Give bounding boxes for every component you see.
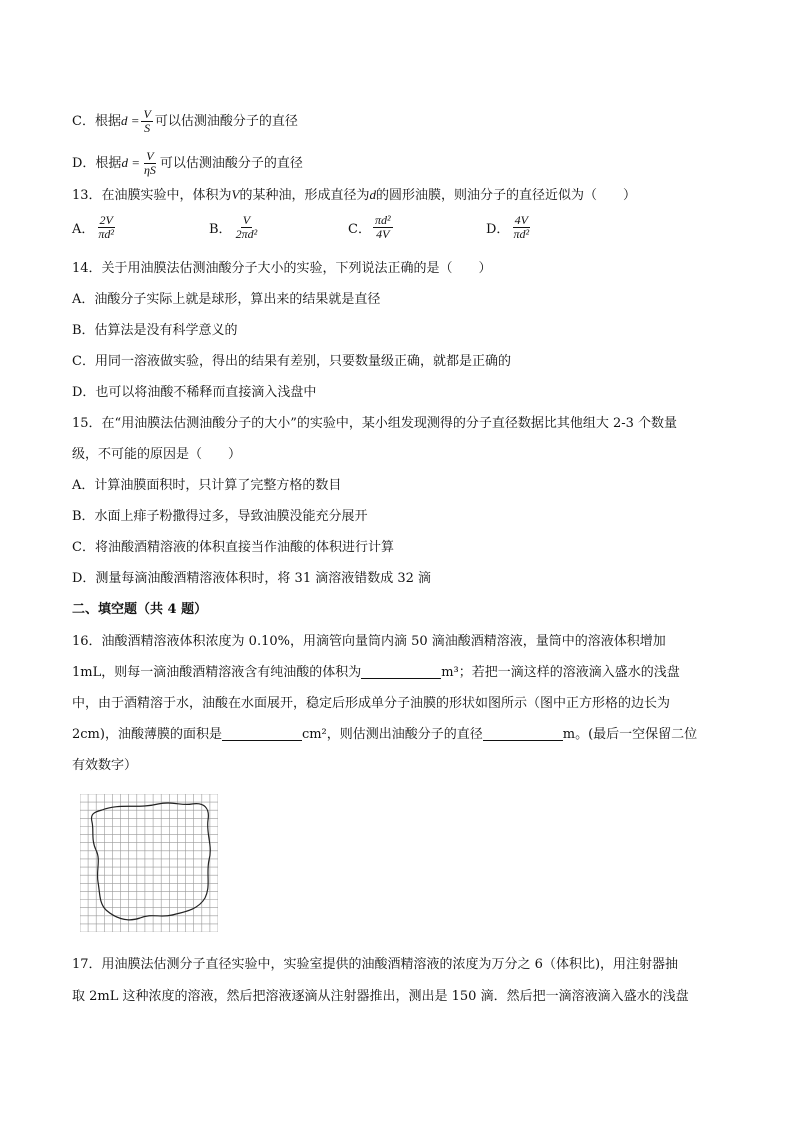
q16-blank-3[interactable] xyxy=(483,726,563,741)
q12-c-prefix: C．根据 xyxy=(72,114,121,129)
q14-option-a: A．油酸分子实际上就是球形，算出来的结果就是直径 xyxy=(72,292,381,307)
q17-line1: 17．用油膜法估测分子直径实验中，实验室提供的油酸酒精溶液的浓度为万分之 6（体积比)，用注射器抽 xyxy=(72,957,679,972)
q12-c-den: S xyxy=(144,121,151,135)
q12-d-prefix: D．根据 xyxy=(72,156,122,171)
q12-c-suffix: 可以估测油酸分子的直径 xyxy=(154,114,298,129)
q15-stem-line1: 15．在“用油膜法估测油酸分子的大小”的实验中，某小组发现测得的分子直径数据比其他组大 2-3 个数量 xyxy=(72,416,678,431)
q13-stem-c: 的圆形油膜，则油分子的直径近似为（ ） xyxy=(376,188,637,203)
q13-option-b xyxy=(209,214,261,241)
q16-line3: 中，由于酒精溶于水，油酸在水面展开，稳定后形成单分子油膜的形状如图所示（图中正方形格的边长为 xyxy=(72,696,671,711)
q13-a-num: 2V xyxy=(99,213,113,227)
q12-c-eq: d = xyxy=(120,113,140,128)
q12-c-fraction xyxy=(141,108,152,135)
q13-b-label: B． xyxy=(209,222,232,237)
q13-stem-b: 的某种油，形成直径为 xyxy=(239,188,370,203)
oil-film-outline xyxy=(91,803,210,920)
oil-film-grid xyxy=(80,794,218,932)
q12-d-num: V xyxy=(146,149,154,163)
q13-d-label: D． xyxy=(486,222,510,237)
q14-option-b: B．估算法是没有科学意义的 xyxy=(72,323,238,338)
q16-line2 xyxy=(72,664,680,682)
q15-option-d: D．测量每滴油酸酒精溶液体积时，将 31 滴溶液错数成 32 滴 xyxy=(72,571,432,586)
q14-stem: 14．关于用油膜法估测油酸分子大小的实验，下列说法正确的是（ ） xyxy=(72,261,492,276)
q16-blank-2[interactable] xyxy=(222,726,302,741)
q13-b-fraction xyxy=(234,214,260,241)
q13-stem xyxy=(72,186,636,205)
q14-option-d: D．也可以将油酸不稀释而直接滴入浅盘中 xyxy=(72,385,317,400)
section-heading: 二、填空题（共 4 题） xyxy=(72,602,208,617)
q12-d-eq: d = xyxy=(121,155,140,170)
q13-a-label: A． xyxy=(72,222,95,237)
q13-b-den: 2πd² xyxy=(235,227,258,241)
q13-c-label: C． xyxy=(348,222,371,237)
q14-option-c: C．用同一溶液做实验，得出的结果有差别，只要数量级正确，就都是正确的 xyxy=(72,354,511,369)
q16-line2-b: m³；若把一滴这样的溶液滴入盛水的浅盘 xyxy=(441,665,680,680)
q16-line4-b: cm²，则估测出油酸分子的直径 xyxy=(301,727,483,742)
q12-d-suffix: 可以估测油酸分子的直径 xyxy=(159,156,303,171)
q16-line2-a: 1mL，则每一滴油酸酒精溶液含有纯油酸的体积为 xyxy=(72,665,362,680)
q13-d-fraction xyxy=(511,214,531,241)
q13-option-a xyxy=(72,214,118,241)
q12-option-d xyxy=(72,150,303,177)
q13-var-d: d xyxy=(369,187,377,202)
q13-c-num: πd² xyxy=(374,213,391,227)
q17-line2: 取 2mL 这种浓度的溶液，然后把溶液逐滴从注射器推出，测出是 150 滴．然后把一滴溶液滴入盛水的浅盘 xyxy=(72,989,689,1004)
q16-line5: 有效数字） xyxy=(72,758,138,773)
oil-film-grid-figure xyxy=(80,794,218,936)
q13-a-fraction xyxy=(96,214,116,241)
q13-option-d xyxy=(486,214,533,241)
q13-option-c xyxy=(348,214,395,241)
q13-b-num: V xyxy=(242,213,251,227)
q12-c-num: V xyxy=(143,107,151,121)
q16-blank-1[interactable] xyxy=(361,664,441,679)
q15-option-a: A．计算油膜面积时，只计算了完整方格的数目 xyxy=(72,478,342,493)
q16-line1: 16．油酸酒精溶液体积浓度为 0.10%，用滴管向量筒内滴 50 滴油酸酒精溶液，量筒中的溶液体积增加 xyxy=(72,634,666,649)
q15-option-b: B．水面上痱子粉撒得过多，导致油膜没能充分展开 xyxy=(72,509,368,524)
q12-d-den: ηS xyxy=(143,163,156,177)
q13-c-fraction xyxy=(373,214,393,241)
q16-line4 xyxy=(72,726,697,744)
q16-line4-c: m。(最后一空保留二位 xyxy=(562,727,698,742)
q15-option-c: C．将油酸酒精溶液的体积直接当作油酸的体积进行计算 xyxy=(72,540,394,555)
q13-stem-a: 13．在油膜实验中，体积为 xyxy=(72,188,232,203)
q12-option-c xyxy=(72,108,298,135)
q13-var-v: V xyxy=(231,187,240,202)
q16-line4-a: 2cm)，油酸薄膜的面积是 xyxy=(72,727,222,742)
q13-a-den: πd² xyxy=(98,227,114,241)
q13-d-den: πd² xyxy=(513,227,530,241)
q15-stem-line2: 级，不可能的原因是（ ） xyxy=(72,447,242,462)
q13-d-num: 4V xyxy=(514,213,528,227)
q12-d-fraction xyxy=(142,150,158,177)
q13-c-den: 4V xyxy=(376,227,390,241)
